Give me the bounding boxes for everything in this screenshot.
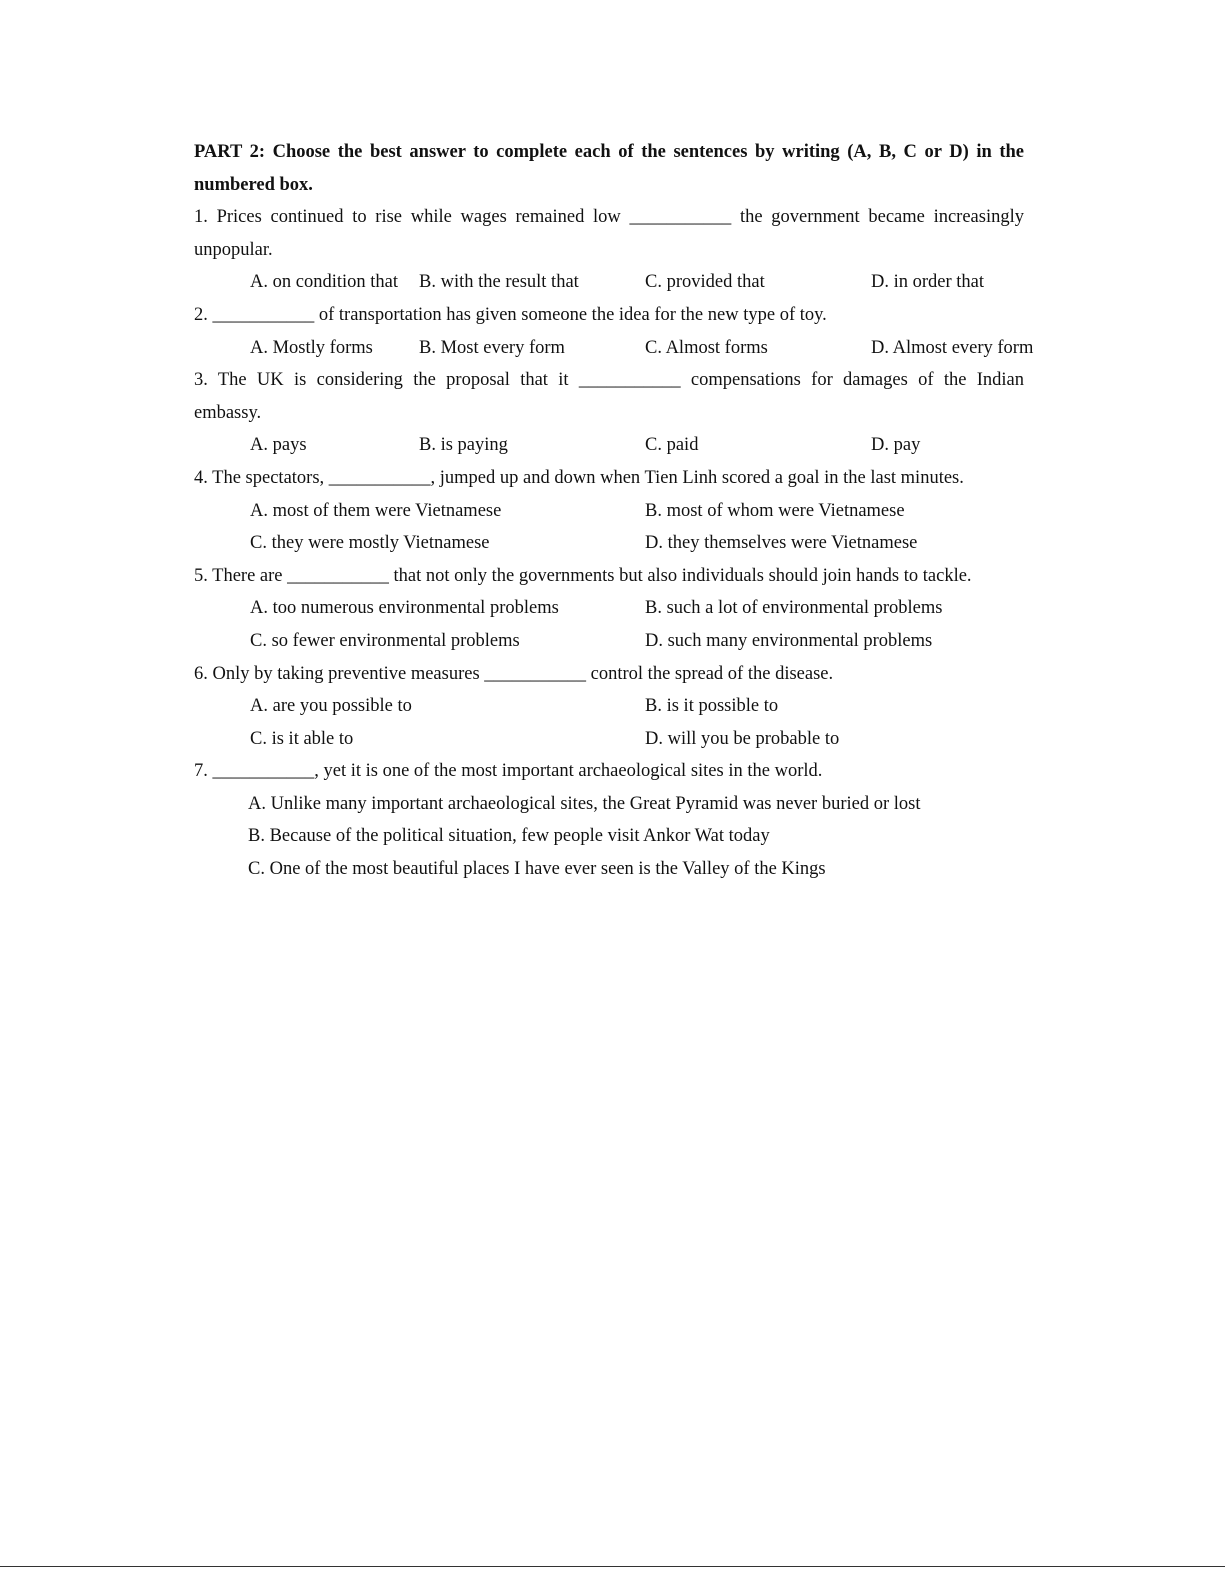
option-c[interactable]: C. paid <box>645 435 699 456</box>
option-d[interactable]: D. pay <box>871 435 921 456</box>
question-2-line1: 2. ___________ of transportation has given someone the idea for the new type of toy. <box>194 304 827 325</box>
option-a[interactable]: A. most of them were Vietnamese <box>250 500 502 521</box>
option-a[interactable]: A. too numerous environmental problems <box>250 598 559 619</box>
option-d[interactable]: D. Almost every form <box>871 337 1034 358</box>
option-b[interactable]: B. Most every form <box>419 337 565 358</box>
question-3-line2: embassy. <box>194 402 262 423</box>
question-5-options-cd <box>194 625 1024 658</box>
question-7-option-b-row <box>194 820 1024 853</box>
option-c[interactable]: C. so fewer environmental problems <box>250 630 520 651</box>
question-6-options-cd <box>194 723 1024 756</box>
option-b[interactable]: B. is it possible to <box>645 696 779 717</box>
question-5-line1: 5. There are ___________ that not only the governments but also individuals should join hands to tackle. <box>194 565 972 586</box>
question-4-line1: 4. The spectators, ___________, jumped up and down when Tien Linh scored a goal in the last minutes. <box>194 467 964 488</box>
option-a[interactable]: A. Mostly forms <box>250 337 373 358</box>
question-1-line2: unpopular. <box>194 239 273 260</box>
option-b[interactable]: B. Because of the political situation, few people visit Ankor Wat today <box>248 826 770 847</box>
page-bottom-divider <box>0 1566 1225 1567</box>
option-c[interactable]: C. they were mostly Vietnamese <box>250 533 490 554</box>
part-title-line2: numbered box. <box>194 174 313 195</box>
question-1-line1: 1. Prices continued to rise while wages remained low ___________ the government became increasingly <box>194 207 1024 228</box>
option-a[interactable]: A. Unlike many important archaeological sites, the Great Pyramid was never buried or lost <box>248 793 921 814</box>
option-d[interactable]: D. in order that <box>871 272 985 293</box>
option-d[interactable]: D. they themselves were Vietnamese <box>645 533 918 554</box>
option-c[interactable]: C. Almost forms <box>645 337 768 358</box>
option-a[interactable]: A. on condition that <box>250 272 398 293</box>
option-d[interactable]: D. will you be probable to <box>645 728 840 749</box>
option-b[interactable]: B. such a lot of environmental problems <box>645 598 943 619</box>
option-a[interactable]: A. are you possible to <box>250 696 412 717</box>
option-c[interactable]: C. is it able to <box>250 728 354 749</box>
option-b[interactable]: B. most of whom were Vietnamese <box>645 500 905 521</box>
option-c[interactable]: C. provided that <box>645 272 765 293</box>
exercise-content <box>194 136 1034 886</box>
question-1-options <box>194 266 1024 299</box>
question-4-options-ab <box>194 495 1024 528</box>
question-3-line1: 3. The UK is considering the proposal that it ___________ compensations for damages of the Indian <box>194 370 1024 391</box>
question-6-options-ab <box>194 690 1024 723</box>
question-7-option-a-row <box>194 788 1024 821</box>
question-7-option-c-row <box>194 853 1024 886</box>
option-b[interactable]: B. with the result that <box>419 272 579 293</box>
question-2-options <box>194 332 1034 365</box>
part-title-line1: PART 2: Choose the best answer to complete each of the sentences by writing (A, B, C or D) in the <box>194 142 1024 162</box>
question-4-options-cd <box>194 527 1024 560</box>
question-5-options-ab <box>194 592 1024 625</box>
option-a[interactable]: A. pays <box>250 435 307 456</box>
question-7-line1: 7. ___________, yet it is one of the most important archaeological sites in the world. <box>194 761 823 782</box>
option-d[interactable]: D. such many environmental problems <box>645 630 933 651</box>
option-c[interactable]: C. One of the most beautiful places I have ever seen is the Valley of the Kings <box>248 859 826 880</box>
question-3-options <box>194 429 1024 462</box>
question-6-line1: 6. Only by taking preventive measures ___________ control the spread of the disease. <box>194 663 834 684</box>
option-b[interactable]: B. is paying <box>419 435 508 456</box>
